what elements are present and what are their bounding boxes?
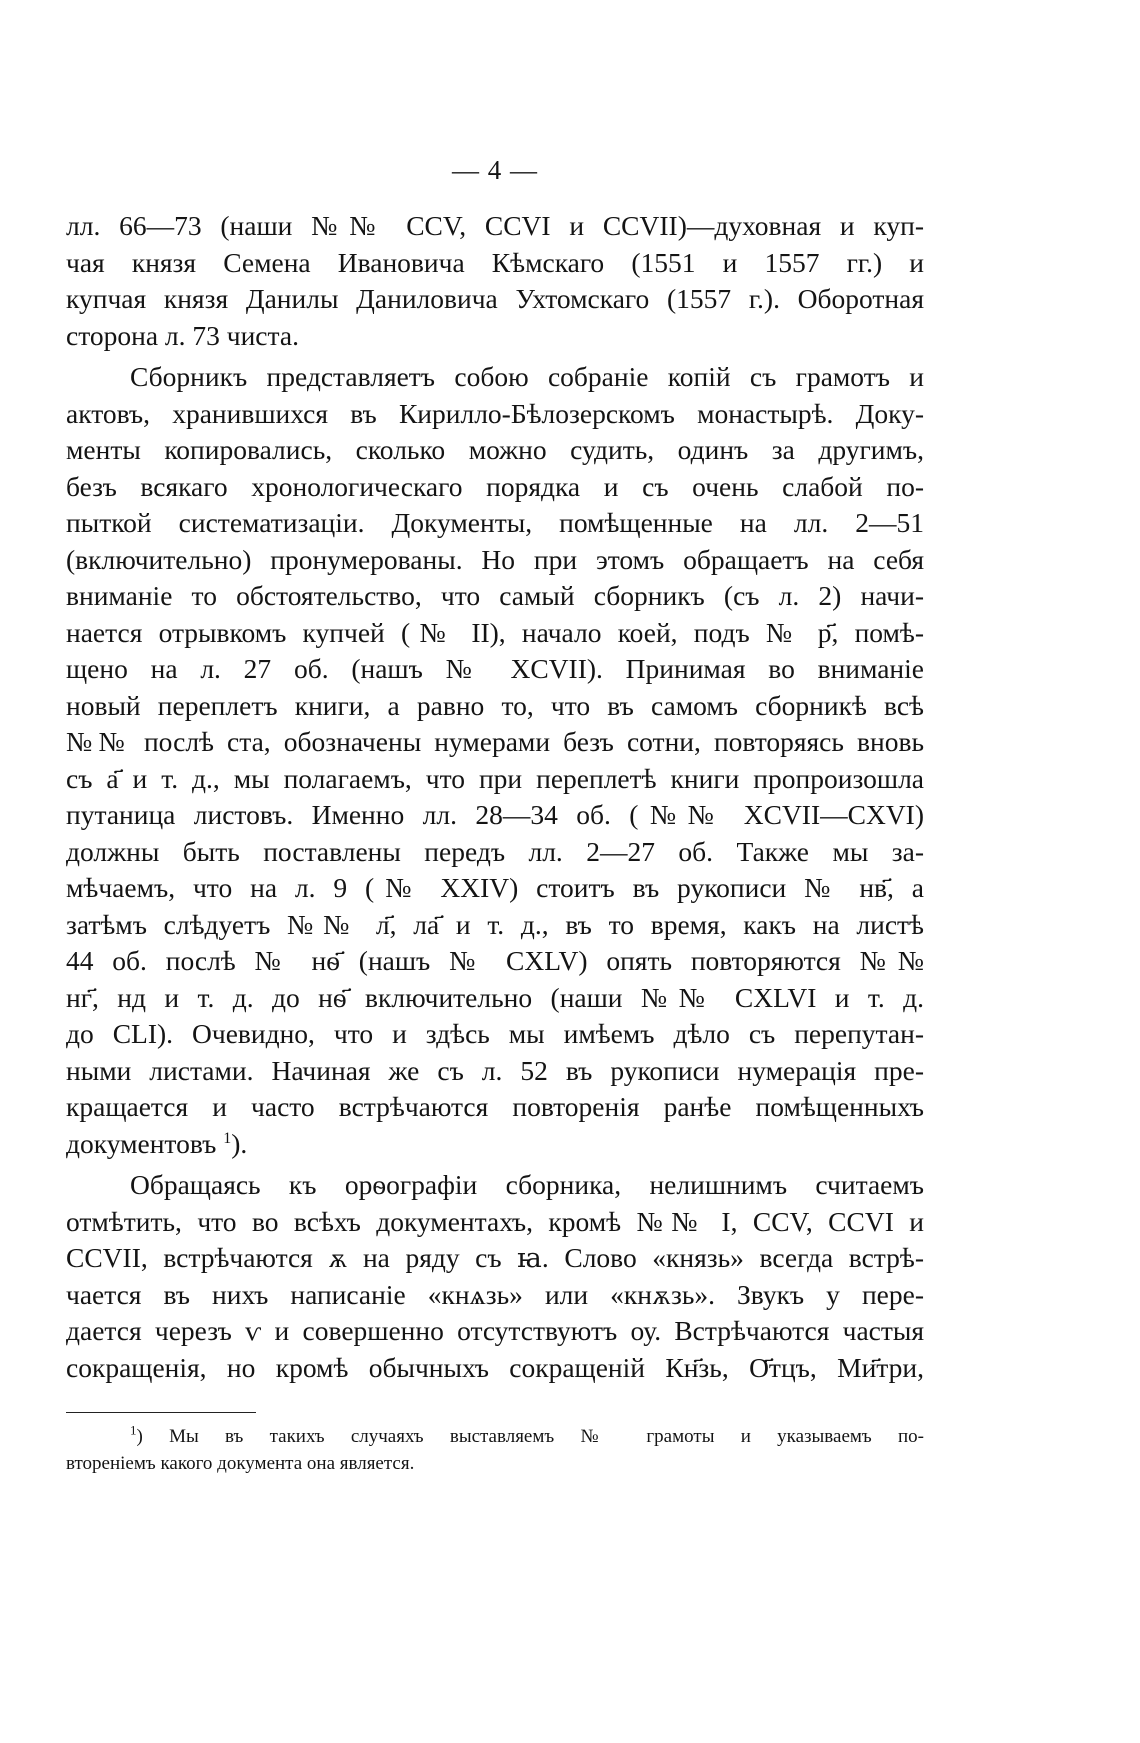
footnote [66,1423,924,1477]
text-line: пыткой систематизаціи. Документы, помѣщенные на лл. 2—51 [66,507,924,538]
text-line: вниманіе то обстоятельство, что самый сборникъ (съ л. 2) начи- [66,580,924,611]
text-line: новый переплетъ книги, а равно то, что въ самомъ сборникѣ всѣ [66,689,924,721]
text-line: ными листами. Начиная же съ л. 52 въ рукописи нумерація пре- [66,1054,924,1086]
body-text [66,208,924,1386]
text-line: щено на л. 27 об. (нашъ № XCVII). Принимая во вниманіе [66,653,924,684]
text-fragment: документовъ [66,1127,217,1159]
text-line: отмѣтить, что во всѣхъ документахъ, кромѣ №№ I, CCV, CCVI и [66,1205,924,1237]
page [66,150,924,1477]
text-line: затѣмъ слѣдуетъ №№ л҃, ла҃ и т. д., въ то время, какъ на листѣ [66,908,924,940]
page-number: — 4 — [452,155,538,185]
footnote-line: вторенiемъ какого документа она является. [66,1453,415,1474]
paragraph-1 [66,208,924,354]
text-line: (включительно) пронумерованы. Но при этомъ обращаетъ на себя [66,543,924,575]
text-line: безъ всякаго хронологическаго порядка и съ очень слабой по- [66,470,924,502]
footnote-marker: 1 [130,1422,137,1438]
paragraph-3 [66,1167,924,1386]
text-line: нг҃, нд и т. д. до нѳ҃ включительно (наши №№ CXLVI и т. д. [66,981,924,1013]
footnote-reference: 1 [223,1129,232,1147]
text-line: №№ послѣ ста, обозначены нумерами безъ сотни, повторяясь вновь [66,726,924,757]
text-line: Обращаясь къ орѳографіи сборника, нелишнимъ считаемъ [130,1169,924,1200]
text-fragment: ) Мы въ такихъ случаяхъ выставляемъ № грамоты и указываемъ по- [136,1426,924,1447]
text-line: актовъ, хранившихся въ Кирилло-Бѣлозерскомъ монастырѣ. Доку- [66,397,924,429]
text-line: менты копировались, сколько можно судить, одинъ за другимъ, [66,434,924,465]
text-line: нается отрывкомъ купчей (№ II), начало коей, подъ № р҃, помѣ- [66,616,924,648]
text-line: 44 об. послѣ № нѳ҃ (нашъ № CXLV) опять повторяются №№ [66,945,924,976]
text-line: съ а҃ и т. д., мы полагаемъ, что при переплетѣ книги пропроизошла [66,762,924,794]
text-line: мѣчаемъ, что на л. 9 (№ XXIV) стоитъ въ рукописи № нв҃, а [66,872,924,903]
text-line: купчая князя Данилы Даниловича Ухтомскаго (1557 г.). Оборотная [66,283,924,314]
text-line: CCVII, встрѣчаются ѫ на ряду съ ꙗ. Слово «князь» всегда встрѣ- [66,1242,924,1273]
footnote-divider [66,1412,256,1413]
text-line: чая князя Семена Ивановича Кѣмскаго (1551 и 1557 гг.) и [66,246,924,278]
text-line: путаница листовъ. Именно лл. 28—34 об. (№№ XCVII—CXVI) [66,799,924,830]
text-fragment: ). [231,1127,248,1159]
text-line: должны быть поставлены передъ лл. 2—27 об. Также мы за- [66,835,924,867]
text-line: сокращенія, но кромѣ обычныхъ сокращеній Кн҃зь, О҃тцъ, Ми҃три, [66,1351,924,1383]
paragraph-2 [66,359,924,1162]
text-line: чается въ нихъ написаніе «кнѧзь» или «кнѫзь». Звукъ у пере- [66,1278,924,1310]
text-line: кращается и часто встрѣчаются повторенія ранѣе помѣщенныхъ [66,1091,924,1122]
text-line: сторона л. 73 чиста. [66,319,299,351]
text-line [66,1126,924,1163]
footnote-line [66,1423,924,1450]
text-line: дается черезъ ѵ и совершенно отсутствуютъ оу. Встрѣчаются частыя [66,1315,924,1346]
text-line: Сборникъ представляетъ собою собраніе копій съ грамотъ и [130,361,924,392]
text-line: до CLI). Очевидно, что и здѣсь мы имѣемъ дѣло съ перепутан- [66,1018,924,1049]
text-line: лл. 66—73 (наши №№ CCV, CCVI и CCVII)—духовная и куп- [66,210,924,241]
